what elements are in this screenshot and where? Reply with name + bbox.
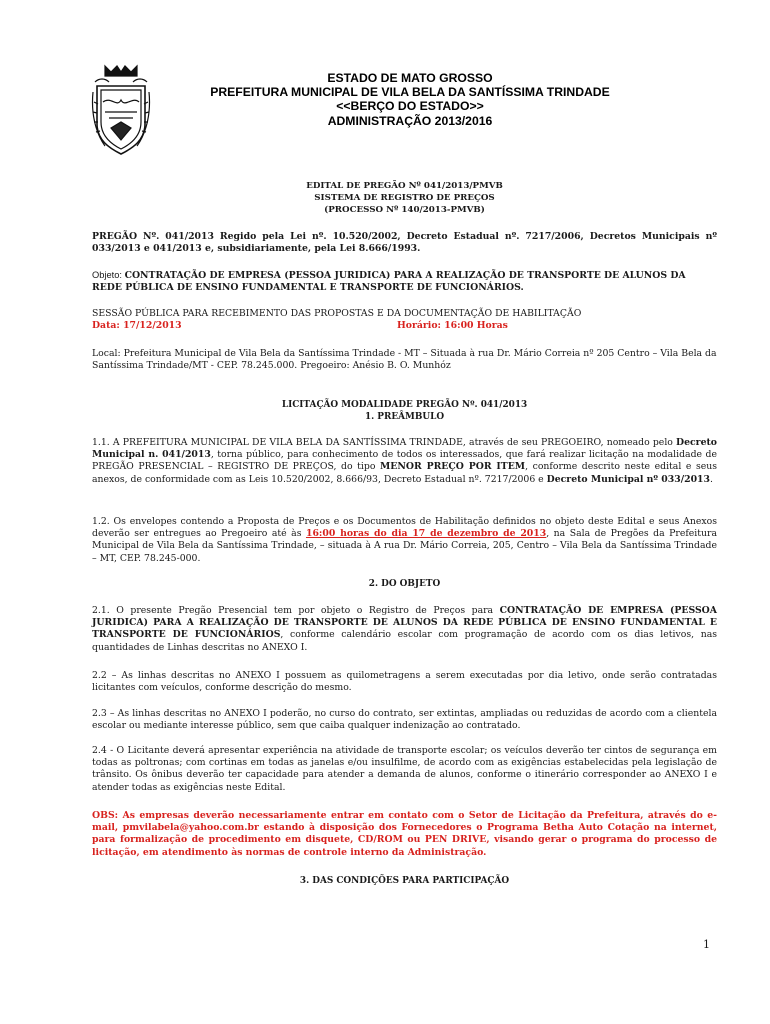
p12-text-a: 1.2. Os envelopes contendo a Proposta de Preços e os Documentos de Habilitação definidos no objeto deste Edital e seus Anexos deverão ser entregues ao Pregoeiro até às xyxy=(92,516,717,540)
letterhead xyxy=(150,71,670,128)
p11-decree-2: Decreto Municipal nº 033/2013 xyxy=(546,473,710,485)
section1-title: 1. PREÂMBULO xyxy=(364,412,445,423)
p12-deadline: 16:00 horas do dia 17 de dezembro de 2013 xyxy=(305,528,547,540)
objeto-paragraph xyxy=(92,269,717,294)
edital-title: EDITAL DE PREGÃO Nº 041/2013/PMVB xyxy=(306,181,503,191)
edital-system: SISTEMA DE REGISTRO DE PREÇOS xyxy=(314,193,495,203)
paragraph-1-2 xyxy=(92,516,717,565)
edital-heading xyxy=(92,180,717,216)
p11-text-a: 1.1. A PREFEITURA MUNICIPAL DE VILA BELA DA SANTÍSSIMA TRINDADE, através de seu PREGOEIRO, nomeado pelo xyxy=(92,437,677,448)
header-motto: <<BERÇO DO ESTADO>> xyxy=(336,99,484,114)
sessao-time: Horário: 16:00 Horas xyxy=(397,320,508,331)
local-paragraph: Local: Prefeitura Municipal de Vila Bela da Santíssima Trindade - MT – Situada à rua Dr. Mário Correia nº 205 Centro – Vila Bela da Santíssima Trindade/MT - CEP. 78.245.000. Pregoeiro: Anésio B. O. Munhóz xyxy=(92,348,717,372)
p12-text-c: , na Sala de Pregões da Prefeitura Municipal de Vila Bela da Santíssima Trindade, – situada à A rua Dr. Mário Correia, 205, Centro – Vila Bela da Santíssima Trindade – MT, CEP. 78.245-000. xyxy=(92,528,717,564)
p11-type: MENOR PREÇO POR ITEM xyxy=(380,461,526,473)
coat-of-arms-icon xyxy=(91,62,151,158)
paragraph-2-4: 2.4 - O Licitante deverá apresentar experiência na atividade de transporte escolar; os veículos deverão ter cintos de segurança em todas as poltronas; com cortinas em todas as janelas e/ou insulfilme, de acordo com as exigências estabelecidas pela legislação de trânsito. Os ônibus deverão ter capacidade para atender a demanda de alunos, conforme o itinerário corresponder ao ANEXO I e atender todas as exigências neste Edital. xyxy=(92,745,717,793)
sessao-title: SESSÃO PÚBLICA PARA RECEBIMENTO DAS PROPOSTAS E DA DOCUMENTAÇÃO DE HABILITAÇÃO xyxy=(92,308,582,319)
p11-text-c: , torna público, para conhecimento de todos os interessados, que fará realizar licitação na modalidade de PREGÃO PRESENCIAL – REGISTRO DE PREÇOS, do tipo xyxy=(92,449,717,473)
paragraph-2-1 xyxy=(92,605,717,654)
p11-decree: Decreto Municipal n. 041/2013 xyxy=(92,437,717,461)
section3-title: 3. DAS CONDIÇÕES PARA PARTICIPAÇÃO xyxy=(299,876,510,886)
objeto-label: Objeto: xyxy=(92,270,125,280)
p21-text-a: 2.1. O presente Pregão Presencial tem por objeto o Registro de Preços para xyxy=(92,605,500,616)
header-state: ESTADO DE MATO GROSSO xyxy=(327,71,493,85)
licitacao-title: LICITAÇÃO MODALIDADE PREGÃO Nº. 041/2013 xyxy=(281,400,528,410)
p21-text-c: , conforme calendário escolar com programação de acordo com os dias letivos, nas quantidades de Linhas descritas no ANEXO I. xyxy=(92,629,718,653)
obs-paragraph: OBS: As empresas deverão necessariamente entrar em contato com o Setor de Licitação da Prefeitura, através do e-mail, pmvilabela@yahoo.com.br estando à disposição dos Fornecedores o Programa Betha Auto Cotação na internet, para formalização de procedimento em disquete, CD/ROM ou PEN DRIVE, visando gerar o programa do processo de licitação, em atendimento às normas de controle interno da Administração. xyxy=(92,810,717,858)
paragraph-2-2: 2.2 – As linhas descritas no ANEXO I possuem as quilometragens a serem executadas por dia letivo, onde serão contratadas licitantes com veículos, conforme descrição do mesmo. xyxy=(92,670,717,694)
header-administration: ADMINISTRAÇÃO 2013/2016 xyxy=(327,113,493,128)
section2-title: 2. DO OBJETO xyxy=(368,579,441,589)
licitacao-heading xyxy=(92,399,717,423)
paragraph-1-1 xyxy=(92,437,717,486)
sessao-date: Data: 17/12/2013 xyxy=(92,320,182,331)
header-municipality: PREFEITURA MUNICIPAL DE VILA BELA DA SANTÍSSIMA TRINDADE xyxy=(210,85,610,100)
p21-object: CONTRATAÇÃO DE EMPRESA (PESSOA JURIDICA) PARA A REALIZAÇÃO DE TRANSPORTE DE ALUNOS DA REDE PÚBLICA DE ENSINO FUNDAMENTAL E TRANSPORTE DE FUNCIONÁRIOS xyxy=(92,605,717,641)
paragraph-2-3: 2.3 – As linhas descritas no ANEXO I poderão, no curso do contrato, ser extintas, ampliadas ou reduzidas de acordo com a clientela escolar ou mediante interesse público, sem que caiba qualquer indenização ao contratado. xyxy=(92,708,717,732)
p11-text-g: . xyxy=(710,473,713,485)
objeto-text: CONTRATAÇÃO DE EMPRESA (PESSOA JURIDICA) PARA A REALIZAÇÃO DE TRANSPORTE DE ALUNOS DA REDE PÚBLICA DE ENSINO FUNDAMENTAL E TRANSPORTE DE FUNCIONÁRIOS. xyxy=(92,270,686,294)
pregao-intro: PREGÃO Nº. 041/2013 Regido pela Lei nº. 10.520/2002, Decreto Estadual nº. 7217/2006, Decretos Municipais nº 033/2013 e 041/2013 e, subsidiariamente, pela Lei 8.666/1993. xyxy=(92,231,717,255)
edital-process: (PROCESSO Nº 140/2013-PMVB) xyxy=(324,205,485,215)
page-number: 1 xyxy=(703,938,710,951)
p11-text-e: , conforme descrito neste edital e seus anexos, de conformidade com as Leis 10.520/2002, 8.666/93, Decreto Estadual nº. 7217/2006 e xyxy=(92,461,718,485)
